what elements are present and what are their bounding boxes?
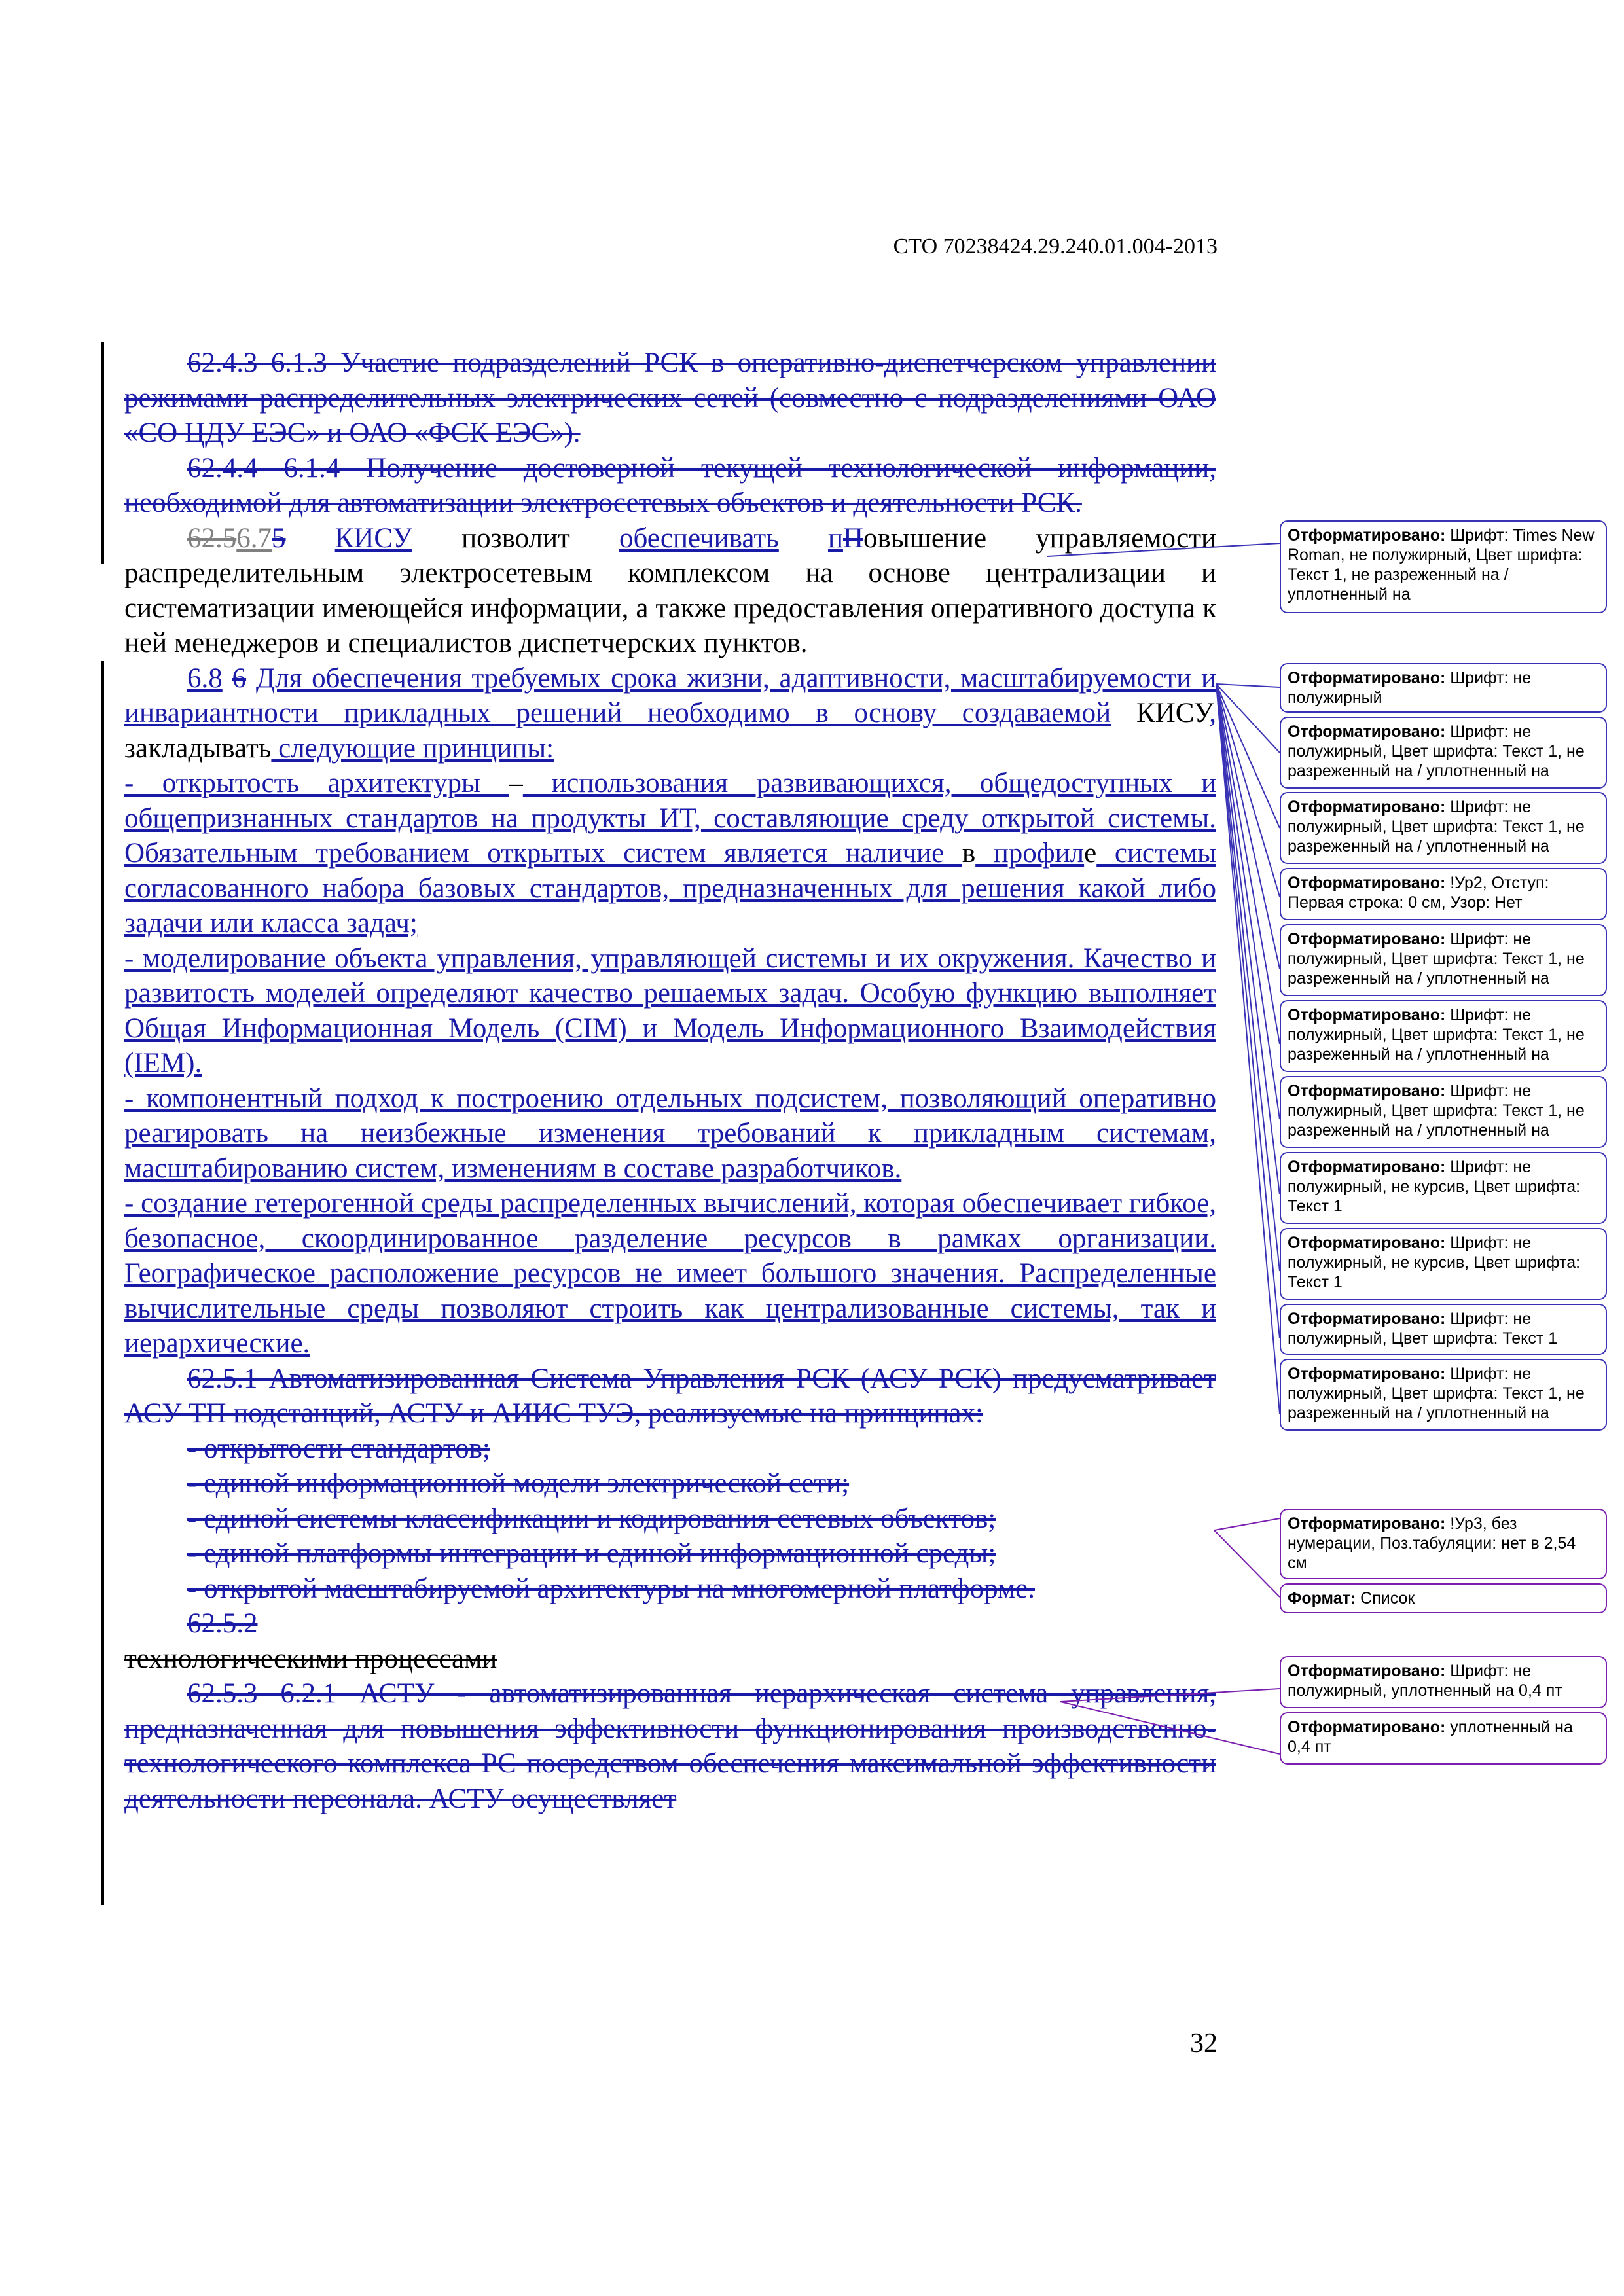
paragraph-deleted: 62.5.3 6.2.1 АСТУ - автоматизированная иерархическая система управления, предназначенная для повышения эффективности функционирования производственно-технологического комплекса РС посредством обеспечения максимальной эффективности деятельности персонала. АСТУ осуществляет: [124, 1678, 1216, 1814]
revision-comment[interactable]: Отформатировано: Шрифт: не полужирный, не курсив, Цвет шрифта: Текст 1: [1280, 1228, 1607, 1300]
revision-comment[interactable]: Отформатировано: Шрифт: не полужирный, уплотненный на 0,4 пт: [1280, 1656, 1607, 1708]
revision-comment[interactable]: Отформатировано: Шрифт: Times New Roman, не полужирный, Цвет шрифта: Текст 1, не разреженный на / уплотненный на: [1280, 520, 1607, 613]
revision-comment[interactable]: Формат: Список: [1280, 1583, 1607, 1613]
revision-comment[interactable]: Отформатировано: Шрифт: не полужирный, Цвет шрифта: Текст 1, не разреженный на / уплотненный на: [1280, 1000, 1607, 1072]
list-item: - создание гетерогенной среды распределенных вычислений, которая обеспечивает гибкое, безопасное, скоординированное разделение ресурсов в рамках организации. Географическое расположение ресурсов не имеет большого значения. Распределенные вычислительные среды позволяют строить как централизованные системы, так и иерархические.: [124, 1188, 1216, 1359]
change-bar: [101, 661, 104, 1905]
bullet-deleted: - открытости стандартов;: [187, 1433, 490, 1464]
revision-comment[interactable]: Отформатировано: Шрифт: не полужирный, Цвет шрифта: Текст 1, не разреженный на / уплотненный на: [1280, 924, 1607, 996]
document-body: [124, 346, 1216, 1816]
revision-comment[interactable]: Отформатировано: Шрифт: не полужирный, Цвет шрифта: Текст 1, не разреженный на / уплотненный на: [1280, 1076, 1607, 1148]
bullet-deleted: - единой платформы интеграции и единой информационной среды;: [187, 1538, 996, 1569]
document-header: СТО 70238424.29.240.01.004-2013: [893, 234, 1218, 259]
paragraph-deleted: 62.4.4 6.1.4 Получение достоверной текущей технологической информации, необходимой для автоматизации электросетевых объектов и деятельности РСК.: [124, 452, 1216, 518]
paragraph-principles: 6.8 6 Для обеспечения требуемых срока жизни, адаптивности, масштабируемости и инвариантности прикладных решений необходимо в основу создаваемой КИСУ, закладывать следующие принципы:: [124, 662, 1217, 764]
paragraph-deleted: 62.5.1 Автоматизированная Система Управления РСК (АСУ РСК) предусматривает АСУ ТП подстанций, АСТУ и АИИС ТУЭ, реализуемые на принципах:: [124, 1363, 1216, 1429]
list-item: - моделирование объекта управления, управляющей системы и их окружения. Качество и развитость моделей определяют качество решаемых задач. Особую функцию выполняет Общая Информационная Модель (CIM) и Модель Информационного Взаимодействия (IEM).: [124, 942, 1216, 1079]
bullet-deleted: - единой информационной модели электрической сети;: [187, 1468, 850, 1499]
list-item: - открытость архитектуры – использования развивающихся, общедоступных и общепризнанных стандартов на продукты ИТ, составляющие среду открытой системы. Обязательным требованием открытых систем является наличие в профиле системы согласованного набора базовых стандартов, предназначенных для решения какой либо задачи или класса задач;: [124, 768, 1216, 939]
revision-comment[interactable]: Отформатировано: !Ур3, без нумерации, Поз.табуляции: нет в 2,54 см: [1280, 1509, 1607, 1579]
paragraph-deleted: 62.4.3 6.1.3 Участие подразделений РСК в оперативно-диспетчерском управлении режимами распределительных электрических сетей (совместно с подразделениями ОАО «СО ЦДУ ЕЭС» и ОАО «ФСК ЕЭС»).: [124, 348, 1216, 448]
revision-comment[interactable]: Отформатировано: Шрифт: не полужирный, Цвет шрифта: Текст 1, не разреженный на / уплотненный на: [1280, 792, 1607, 864]
bullet-deleted: - открытой масштабируемой архитектуры на многомерной платформе.: [187, 1573, 1036, 1604]
paragraph-deleted: технологическими процессами: [124, 1643, 497, 1674]
bullet-deleted: - единой системы классификации и кодирования сетевых объектов;: [187, 1503, 996, 1534]
revision-comment[interactable]: Отформатировано: !Ур2, Отступ: Первая строка: 0 см, Узор: Нет: [1280, 868, 1607, 920]
revision-comment[interactable]: Отформатировано: Шрифт: не полужирный: [1280, 663, 1607, 713]
revision-comment[interactable]: Отформатировано: уплотненный на 0,4 пт: [1280, 1712, 1607, 1765]
revision-comment[interactable]: Отформатировано: Шрифт: не полужирный, не курсив, Цвет шрифта: Текст 1: [1280, 1152, 1607, 1224]
revision-comment[interactable]: Отформатировано: Шрифт: не полужирный, Цвет шрифта: Текст 1: [1280, 1304, 1607, 1355]
page-number: 32: [1190, 2028, 1218, 2058]
change-bar: [101, 342, 104, 564]
revision-comment[interactable]: Отформатировано: Шрифт: не полужирный, Цвет шрифта: Текст 1, не разреженный на / уплотненный на: [1280, 1359, 1607, 1431]
revision-comment[interactable]: Отформатировано: Шрифт: не полужирный, Цвет шрифта: Текст 1, не разреженный на / уплотненный на: [1280, 717, 1607, 789]
paragraph-deleted: 62.5.2: [187, 1608, 258, 1639]
list-item: - компонентный подход к построению отдельных подсистем, позволяющий оперативно реагировать на неизбежные изменения требований к прикладным системам, масштабированию систем, изменениям в составе разработчиков.: [124, 1083, 1216, 1184]
paragraph-kisu: 62.56.75 КИСУ позволит обеспечивать пПовышение управляемости распределительным электросетевым комплексом на основе централизации и систематизации имеющейся информации, а также предоставления оперативного доступа к ней менеджеров и специалистов диспетчерских пунктов.: [124, 522, 1217, 658]
